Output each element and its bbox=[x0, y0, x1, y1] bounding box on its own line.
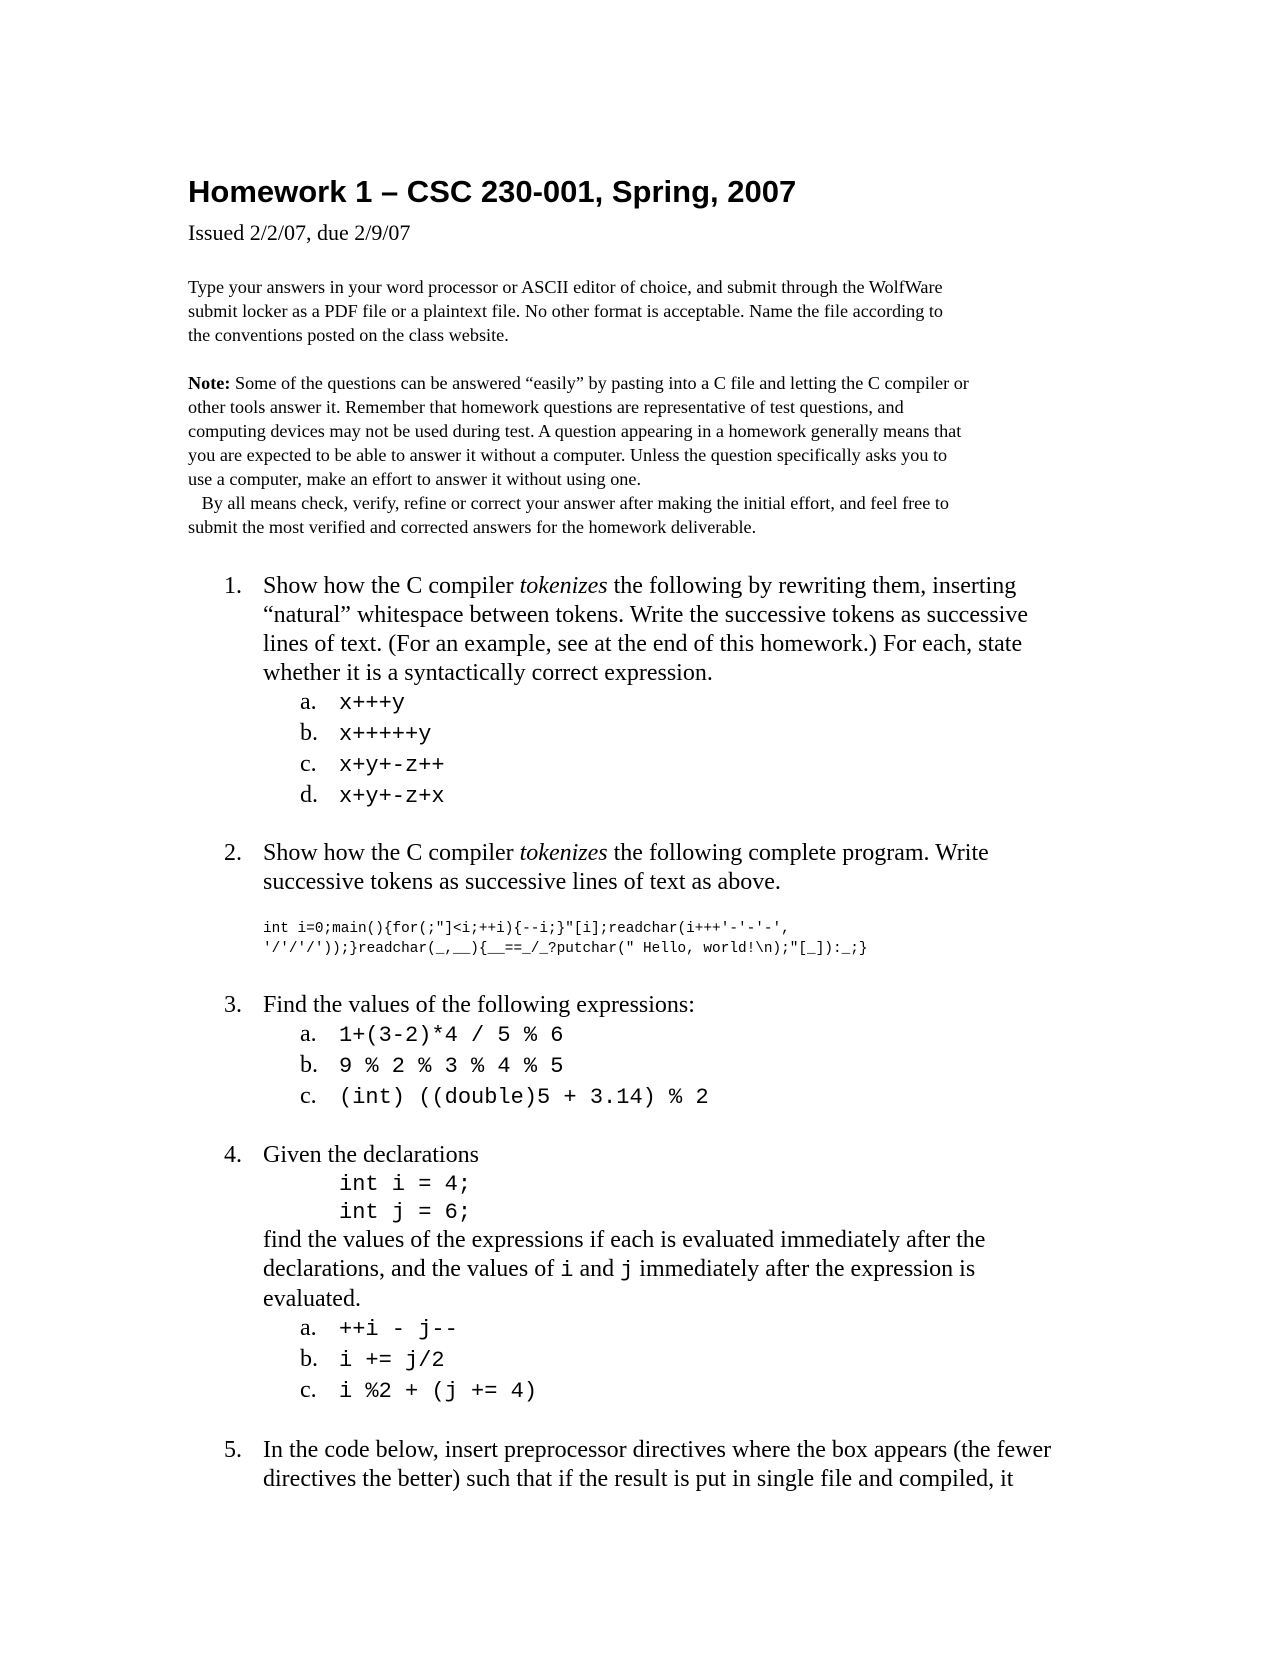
subquestion-label: b. bbox=[300, 1346, 318, 1372]
question-number: 2. bbox=[224, 840, 242, 866]
question-number: 4. bbox=[224, 1142, 242, 1168]
code-expression: 1+(3-2)*4 / 5 % 6 bbox=[339, 1023, 564, 1048]
declaration-line: int j = 6; bbox=[339, 1200, 472, 1225]
question-number: 5. bbox=[224, 1437, 242, 1463]
code-expression: i += j/2 bbox=[339, 1348, 445, 1373]
intro-paragraph bbox=[188, 275, 1093, 347]
subquestion bbox=[263, 1345, 1280, 1376]
intro-line: submit locker as a PDF file or a plaintext file. No other format is acceptable. Name the file according to bbox=[188, 301, 944, 321]
code-expression: x+y+-z+x bbox=[339, 784, 445, 809]
question-line: find the values of the expressions if each is evaluated immediately after the bbox=[263, 1227, 986, 1253]
subquestion bbox=[263, 1082, 1280, 1113]
inline-code: i bbox=[560, 1258, 574, 1283]
note-line: submit the most verified and corrected answers for the homework deliverable. bbox=[188, 517, 757, 537]
note-line bbox=[188, 371, 1093, 395]
emphasis-text: tokenizes bbox=[519, 573, 608, 599]
subquestion bbox=[263, 1020, 1280, 1051]
question-text: the following by rewriting them, inserting bbox=[607, 573, 1017, 599]
question-line: In the code below, insert preprocessor directives where the box appears (the fewer bbox=[263, 1437, 1052, 1463]
question-line bbox=[263, 839, 1113, 868]
inline-code: j bbox=[620, 1258, 634, 1283]
subquestion bbox=[263, 1314, 1280, 1345]
subquestion bbox=[263, 688, 1280, 719]
question-line bbox=[263, 1255, 1113, 1285]
question-line: evaluated. bbox=[263, 1286, 361, 1312]
declaration-line: int i = 4; bbox=[339, 1172, 472, 1197]
question-line: successive tokens as successive lines of text as above. bbox=[263, 869, 781, 895]
question-line: Given the declarations bbox=[263, 1142, 479, 1168]
question-text: immediately after the expression is bbox=[633, 1256, 976, 1282]
note-label: Note: bbox=[188, 373, 231, 393]
subquestion bbox=[263, 1051, 1280, 1082]
subquestion-label: c. bbox=[300, 751, 317, 777]
subquestion-label: b. bbox=[300, 1052, 318, 1078]
question-number: 1. bbox=[224, 573, 242, 599]
question-text: and bbox=[573, 1256, 621, 1282]
code-expression: 9 % 2 % 3 % 4 % 5 bbox=[339, 1054, 564, 1079]
question-line bbox=[263, 572, 1113, 601]
note-line: By all means check, verify, refine or correct your answer after making the initial effort, and feel free to bbox=[188, 493, 950, 513]
code-line: '/'/'/'));}readchar(_,__){__==_/_?putchar(" Hello, world!\n);"[_]):_;} bbox=[263, 941, 868, 957]
subquestion-label: b. bbox=[300, 720, 318, 746]
note-line: you are expected to be able to answer it without a computer. Unless the question specifically asks you to bbox=[188, 445, 948, 465]
question-text: Show how the C compiler bbox=[263, 573, 520, 599]
subquestion bbox=[263, 781, 1280, 812]
code-expression: x+++y bbox=[339, 691, 406, 716]
subquestion bbox=[263, 719, 1280, 750]
note-paragraph bbox=[188, 371, 1093, 539]
subquestion-label: c. bbox=[300, 1377, 317, 1403]
subquestion bbox=[263, 1376, 1280, 1407]
intro-line: the conventions posted on the class website. bbox=[188, 325, 509, 345]
subquestion-label: a. bbox=[300, 1021, 317, 1047]
subquestion-label: a. bbox=[300, 689, 317, 715]
question-text: declarations, and the values of bbox=[263, 1256, 561, 1282]
issued-date: Issued 2/2/07, due 2/9/07 bbox=[188, 220, 411, 245]
subquestion bbox=[263, 750, 1280, 781]
question-line: “natural” whitespace between tokens. Write the successive tokens as successive bbox=[263, 602, 1028, 628]
code-expression: ++i - j-- bbox=[339, 1317, 458, 1342]
note-text: Some of the questions can be answered “easily” by pasting into a C file and letting the C compiler or bbox=[230, 373, 969, 393]
question-line: Find the values of the following expressions: bbox=[263, 992, 695, 1018]
code-expression: i %2 + (j += 4) bbox=[339, 1379, 538, 1404]
question-line: directives the better) such that if the result is put in single file and compiled, it bbox=[263, 1466, 1014, 1492]
emphasis-text: tokenizes bbox=[519, 840, 608, 866]
question-text: Show how the C compiler bbox=[263, 840, 520, 866]
code-line: int i=0;main(){for(;"]<i;++i){--i;}"[i];readchar(i+++'-'-'-', bbox=[263, 921, 790, 937]
code-expression: x+y+-z++ bbox=[339, 753, 445, 778]
subquestion-label: c. bbox=[300, 1083, 317, 1109]
page-title: Homework 1 – CSC 230-001, Spring, 2007 bbox=[188, 174, 797, 209]
question-number: 3. bbox=[224, 992, 242, 1018]
intro-line: Type your answers in your word processor or ASCII editor of choice, and submit through the WolfWare bbox=[188, 277, 943, 297]
note-line: other tools answer it. Remember that homework questions are representative of test questions, and bbox=[188, 397, 904, 417]
question-text: the following complete program. Write bbox=[607, 840, 989, 866]
code-expression: x+++++y bbox=[339, 722, 432, 747]
question-line: whether it is a syntactically correct expression. bbox=[263, 660, 713, 686]
subquestion-label: d. bbox=[300, 782, 318, 808]
subquestion-label: a. bbox=[300, 1315, 317, 1341]
question-line: lines of text. (For an example, see at the end of this homework.) For each, state bbox=[263, 631, 1023, 657]
note-line: use a computer, make an effort to answer it without using one. bbox=[188, 469, 641, 489]
code-expression: (int) ((double)5 + 3.14) % 2 bbox=[339, 1085, 709, 1110]
note-line: computing devices may not be used during test. A question appearing in a homework generally means that bbox=[188, 421, 962, 441]
